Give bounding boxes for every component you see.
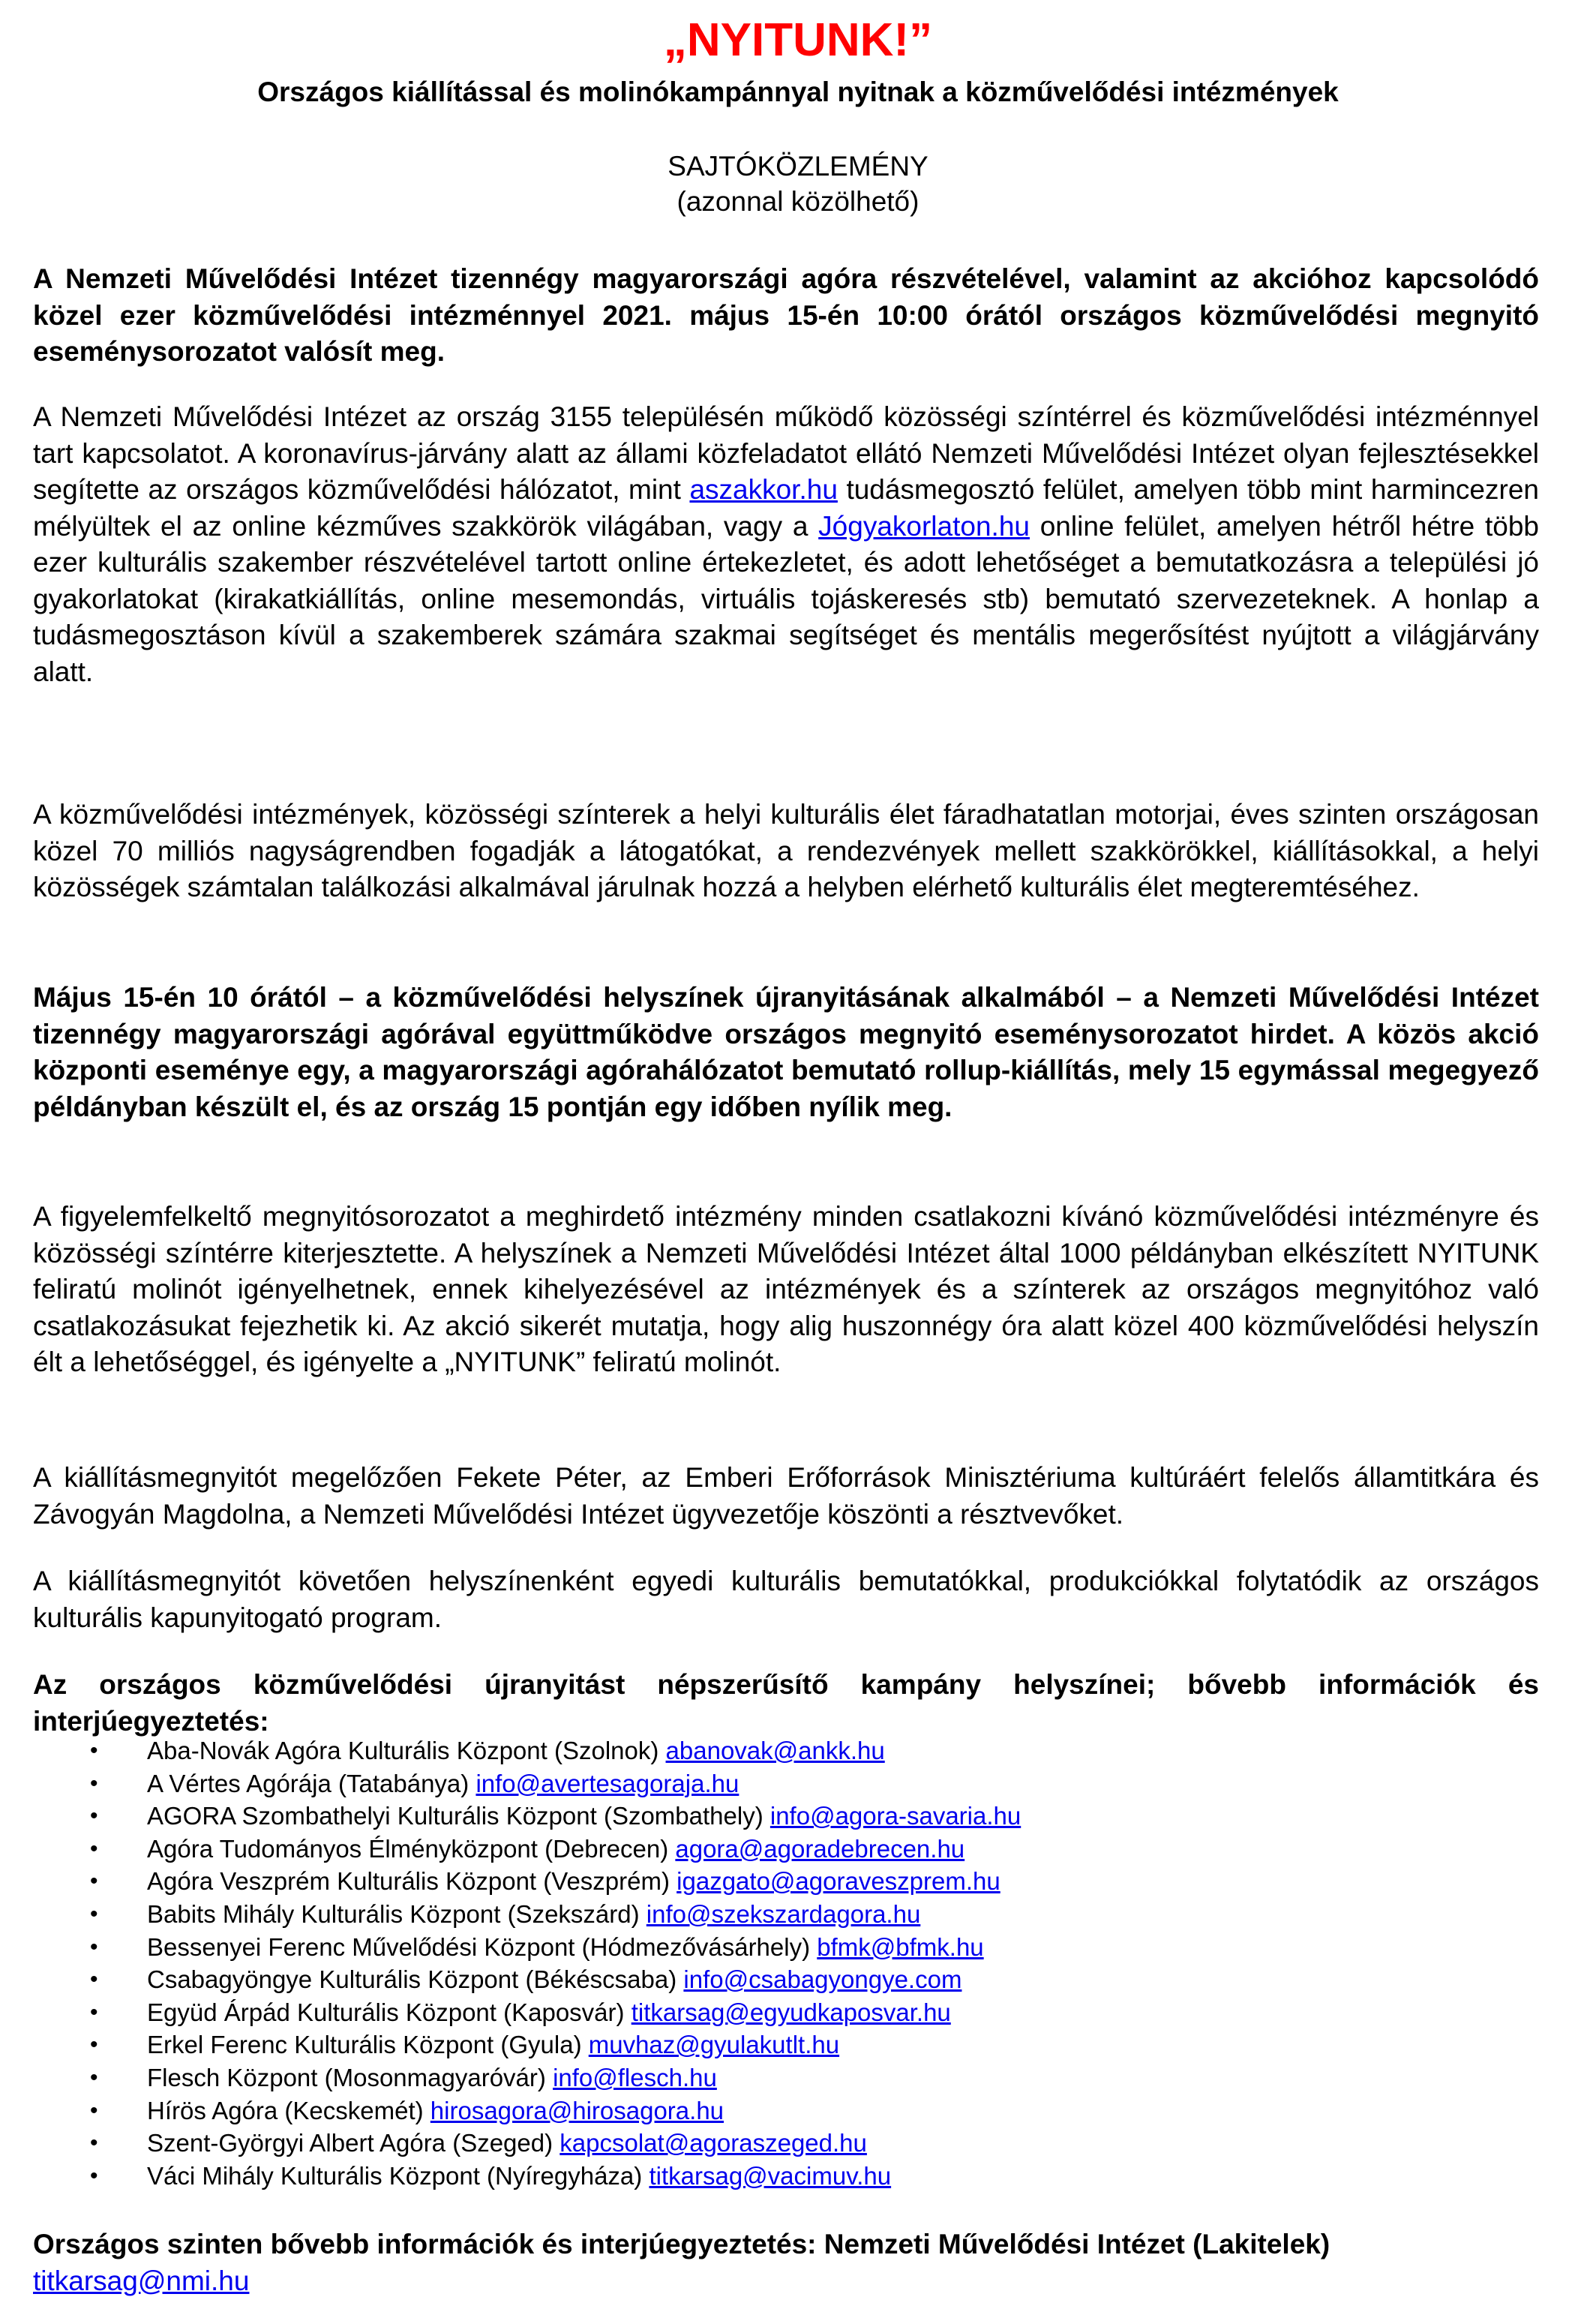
venue-name: Agóra Veszprém Kulturális Központ (Veszprém) — [147, 1867, 677, 1896]
list-item — [0, 2094, 1596, 2127]
venue-name: A Vértes Agórája (Tatabánya) — [147, 1769, 476, 1797]
list-item — [0, 1800, 1596, 1833]
bullet-icon: • — [90, 1803, 98, 1829]
venue-email-link[interactable]: igazgato@agoraveszprem.hu — [676, 1867, 1000, 1896]
venue-name: Babits Mihály Kulturális Központ (Szekszárd) — [147, 1899, 646, 1928]
bullet-icon: • — [90, 2130, 98, 2156]
paragraph-network-part2: tudásmegosztó felület, amelyen több mint harmincezren mélyültek el az online kézműves szakkörök világában, vagy a — [33, 474, 1539, 542]
paragraph-opening-event: Május 15-én 10 órától – a közművelődési helyszínek újranyitásának alkalmából – a Nemzeti Művelődési Intézet tizennégy magyarországi agórával együttműködve országos megnyitó eseménysorozatot hirdet. A közös akció központi eseménye egy, a magyarországi agórahálózatot bemutató rollup-kiállítás, mely 15 egymással megegyező példányban készült el, és az ország 15 pontján egy időben nyílik meg. — [33, 982, 1539, 1122]
list-item — [0, 2127, 1596, 2160]
press-note: (azonnal közölhető) — [676, 186, 920, 217]
bullet-icon: • — [90, 1901, 98, 1926]
bullet-icon: • — [90, 1967, 98, 1992]
venue-email-link[interactable]: kapcsolat@agoraszeged.hu — [560, 2129, 867, 2157]
venue-name: AGORA Szombathelyi Kulturális Központ (Szombathely) — [147, 1802, 770, 1830]
venue-name: Szent-Györgyi Albert Agóra (Szeged) — [147, 2129, 560, 2157]
venue-name: Bessenyei Ferenc Művelődési Központ (Hódmezővásárhely) — [147, 1932, 818, 1961]
venue-name: Aba-Novák Agóra Kulturális Központ (Szolnok) — [147, 1737, 666, 1764]
venue-email-link[interactable]: info@flesch.hu — [553, 2063, 717, 2091]
bullet-icon: • — [90, 1869, 98, 1894]
bullet-icon: • — [90, 1738, 98, 1763]
list-item — [0, 1734, 1596, 1767]
list-item — [0, 1833, 1596, 1866]
press-label: SAJTÓKÖZLEMÉNY — [668, 151, 928, 182]
venue-email-link[interactable]: info@agora-savaria.hu — [770, 1802, 1022, 1830]
list-item — [0, 2028, 1596, 2061]
footer-text: Országos szinten bővebb információk és interjúegyeztetés: Nemzeti Művelődési Intézet (Lakitelek) — [33, 2229, 1330, 2259]
jogyakorlaton-link[interactable]: Jógyakorlaton.hu — [818, 510, 1030, 542]
paragraph-program: A kiállításmegnyitót követően helyszínenként egyedi kulturális bemutatókkal, produkciókkal folytatódik az országos kulturális kapunyitogató program. — [33, 1566, 1539, 1633]
intro-paragraph: A Nemzeti Művelődési Intézet tizennégy magyarországi agóra részvételével, valamint az akcióhoz kapcsolódó közel ezer közművelődési intézménnyel 2021. május 15-én 10:00 órától országos közművelődési megnyitó eseménysorozatot valósít meg. — [33, 263, 1539, 367]
venues-heading: Az országos közművelődési újranyitást népszerűsítő kampány helyszínei; bővebb információk és interjúegyeztetés: — [33, 1669, 1539, 1737]
venue-email-link[interactable]: info@csabagyongye.com — [683, 1965, 962, 1994]
list-item — [0, 2160, 1596, 2193]
list-item — [0, 1767, 1596, 1800]
venue-email-link[interactable]: info@avertesagoraja.hu — [476, 1769, 740, 1797]
venue-name: Hírös Agóra (Kecskemét) — [147, 2096, 430, 2124]
bullet-icon: • — [90, 2064, 98, 2090]
bullet-icon: • — [90, 1934, 98, 1959]
venues-list — [0, 1734, 1596, 2192]
aszakkor-link[interactable]: aszakkor.hu — [689, 474, 838, 505]
venue-email-link[interactable]: bfmk@bfmk.hu — [817, 1932, 984, 1961]
venue-name: Csabagyöngye Kulturális Központ (Békéscsaba) — [147, 1965, 684, 1994]
venue-email-link[interactable]: info@szekszardagora.hu — [646, 1899, 921, 1928]
bullet-icon: • — [90, 1770, 98, 1796]
footer-contact — [33, 2226, 1539, 2299]
venue-name: Együd Árpád Kulturális Központ (Kaposvár) — [147, 1998, 632, 2026]
paragraph-campaign: A figyelemfelkeltő megnyitósorozatot a meghirdető intézmény minden csatlakozni kívánó közművelődési intézményre és közösségi színtérre kiterjesztette. A helyszínek a Nemzeti Művelődési Intézet által 1000 példányban elkészített NYITUNK feliratú molinót igényelhetnek, ennek kihelyezésével az intézmények és a színterek az országos megnyitóhoz való csatlakozásukat fejezhetik ki. Az akció sikerét mutatja, hogy alig huszonnégy óra alatt közel 400 közművelődési helyszín élt a lehetőséggel, és igényelte a „NYITUNK” feliratú molinót. — [33, 1201, 1539, 1377]
paragraph-welcome: A kiállításmegnyitót megelőzően Fekete Péter, az Emberi Erőforrások Minisztériuma kultúráért felelős államtitkára és Závogyán Magdolna, a Nemzeti Művelődési Intézet ügyvezetője köszönti a résztvevőket. — [33, 1462, 1539, 1530]
list-item — [0, 2061, 1596, 2094]
bullet-icon: • — [90, 1999, 98, 2025]
press-label-block — [0, 149, 1596, 219]
venue-name: Flesch Központ (Mosonmagyaróvár) — [147, 2063, 554, 2091]
list-item — [0, 1865, 1596, 1898]
page-subtitle: Országos kiállítással és molinókampánnyal nyitnak a közművelődési intézmények — [257, 77, 1339, 107]
paragraph-institutions: A közművelődési intézmények, közösségi színterek a helyi kulturális élet fáradhatatlan motorjai, éves szinten országosan közel 70 milliós nagyságrendben fogadják a látogatókat, a rendezvények mellett szakkörökkel, kiállításokkal, a helyi közösségek számtalan találkozási alkalmával járulnak hozzá a helyben elérhető kulturális élet megteremtéséhez. — [33, 799, 1539, 902]
venue-name: Agóra Tudományos Élményközpont (Debrecen) — [147, 1834, 676, 1863]
paragraph-network-part3: online felület, amelyen hétről hétre több ezer kulturális szakember részvételével tartott online értekezletet, és adott lehetőséget a bemutatkozásra a települési jó gyakorlatokat (kirakatkiállítás, online mesemondás, virtuális tojáskeresés stb) bemutató szervezeteknek. A honlap a tudásmegosztáson kívül a szakemberek számára szakmai segítséget és mentális megerősítést nyújtott a világjárvány alatt. — [33, 510, 1539, 687]
list-item — [0, 1963, 1596, 1996]
footer-email-link[interactable]: titkarsag@nmi.hu — [33, 2265, 250, 2296]
paragraph-network-part1: A Nemzeti Művelődési Intézet az ország 3155 településén működő közösségi színtérrel és közművelődési intézménnyel tart kapcsolatot. A koronavírus-járvány alatt az állami közfeladatot ellátó Nemzeti Művelődési Intézet olyan fejlesztésekkel segítette az országos közművelődési hálózatot, mint — [33, 401, 1539, 505]
list-item — [0, 1898, 1596, 1931]
venue-email-link[interactable]: hirosagora@hirosagora.hu — [430, 2096, 724, 2124]
list-item — [0, 1931, 1596, 1964]
bullet-icon: • — [90, 2032, 98, 2058]
venue-name: Erkel Ferenc Kulturális Központ (Gyula) — [147, 2031, 589, 2059]
venue-name: Váci Mihály Kulturális Központ (Nyíregyháza) — [147, 2161, 650, 2190]
bullet-icon: • — [90, 2097, 98, 2123]
bullet-icon: • — [90, 2163, 98, 2188]
venue-email-link[interactable]: abanovak@ankk.hu — [665, 1737, 885, 1764]
venue-email-link[interactable]: titkarsag@vacimuv.hu — [649, 2161, 892, 2190]
venue-email-link[interactable]: agora@agoradebrecen.hu — [675, 1834, 965, 1863]
venue-email-link[interactable]: muvhaz@gyulakutlt.hu — [588, 2031, 840, 2059]
venue-email-link[interactable]: titkarsag@egyudkaposvar.hu — [631, 1998, 951, 2026]
page-title: „NYITUNK!” — [663, 14, 933, 66]
paragraph-network — [33, 399, 1539, 690]
list-item — [0, 1996, 1596, 2029]
bullet-icon: • — [90, 1836, 98, 1861]
